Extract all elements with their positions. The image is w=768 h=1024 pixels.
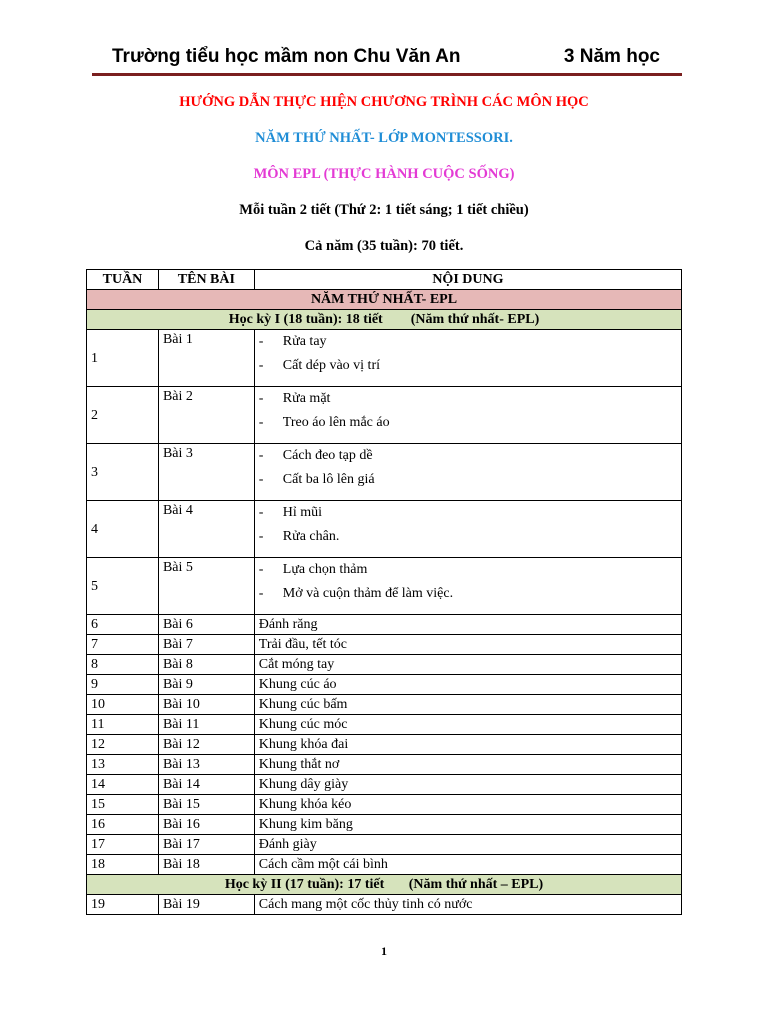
content-cell: Khung dây giày bbox=[254, 775, 681, 795]
content-bullet bbox=[259, 501, 677, 525]
semester1-row bbox=[87, 310, 682, 330]
lesson-cell: Bài 16 bbox=[158, 815, 254, 835]
week-cell: 19 bbox=[87, 895, 159, 915]
bullet-text: Hỉ mũi bbox=[282, 505, 323, 520]
bullet-dash: - bbox=[258, 415, 264, 430]
page-number: 1 bbox=[381, 944, 387, 958]
week-cell: 18 bbox=[87, 855, 159, 875]
lesson-cell: Bài 1 bbox=[158, 330, 254, 387]
table-row bbox=[87, 615, 682, 635]
semester1-label: Học kỳ I (18 tuần): 18 tiết (Năm thứ nhất- EPL) bbox=[87, 310, 682, 330]
table-row bbox=[87, 835, 682, 855]
curriculum-table bbox=[86, 269, 682, 915]
week-cell: 7 bbox=[87, 635, 159, 655]
lesson-cell: Bài 11 bbox=[158, 715, 254, 735]
lesson-cell: Bài 3 bbox=[158, 444, 254, 501]
lesson-cell: Bài 18 bbox=[158, 855, 254, 875]
table-row bbox=[87, 387, 682, 444]
lesson-cell: Bài 9 bbox=[158, 675, 254, 695]
content-bullet bbox=[259, 582, 677, 606]
semester2-row bbox=[87, 875, 682, 895]
content-cell: Khung khóa kéo bbox=[254, 795, 681, 815]
lesson-cell: Bài 17 bbox=[158, 835, 254, 855]
table-row bbox=[87, 695, 682, 715]
table-row bbox=[87, 655, 682, 675]
content-bullet bbox=[259, 387, 677, 411]
content-cell: Đánh răng bbox=[254, 615, 681, 635]
lesson-cell: Bài 13 bbox=[158, 755, 254, 775]
lesson-cell: Bài 14 bbox=[158, 775, 254, 795]
week-cell: 9 bbox=[87, 675, 159, 695]
week-cell: 6 bbox=[87, 615, 159, 635]
content-cell: Khung cúc móc bbox=[254, 715, 681, 735]
content-cell: Khung cúc áo bbox=[254, 675, 681, 695]
header-rule bbox=[92, 73, 682, 76]
lesson-cell: Bài 6 bbox=[158, 615, 254, 635]
bullet-text: Cất dép vào vị trí bbox=[282, 358, 380, 373]
bullet-dash: - bbox=[258, 472, 264, 487]
table-header-row bbox=[87, 270, 682, 290]
bullet-text: Treo áo lên mắc áo bbox=[282, 415, 390, 430]
semester2-label: Học kỳ II (17 tuần): 17 tiết (Năm thứ nhất – EPL) bbox=[87, 875, 682, 895]
page-header bbox=[112, 46, 660, 68]
content-cell: Khung khóa đai bbox=[254, 735, 681, 755]
content-cell bbox=[254, 387, 681, 444]
table-row bbox=[87, 330, 682, 387]
content-bullet bbox=[259, 411, 677, 435]
content-cell: Khung thắt nơ bbox=[254, 755, 681, 775]
week-cell: 13 bbox=[87, 755, 159, 775]
content-cell bbox=[254, 501, 681, 558]
table-row bbox=[87, 735, 682, 755]
lesson-cell: Bài 19 bbox=[158, 895, 254, 915]
lesson-cell: Bài 12 bbox=[158, 735, 254, 755]
content-bullet bbox=[259, 468, 677, 492]
lesson-cell: Bài 2 bbox=[158, 387, 254, 444]
table-row bbox=[87, 558, 682, 615]
lesson-cell: Bài 10 bbox=[158, 695, 254, 715]
header-week: TUẦN bbox=[87, 270, 159, 290]
bullet-text: Rửa mặt bbox=[282, 391, 331, 406]
content-cell: Khung kim băng bbox=[254, 815, 681, 835]
table-row bbox=[87, 855, 682, 875]
week-cell: 1 bbox=[87, 330, 159, 387]
school-year: 3 Năm học bbox=[563, 46, 660, 67]
week-cell: 8 bbox=[87, 655, 159, 675]
week-cell: 16 bbox=[87, 815, 159, 835]
bullet-text: Mở và cuộn thảm để làm việc. bbox=[282, 586, 454, 601]
document-subtitle-level: NĂM THỨ NHẤT- LỚP MONTESSORI. bbox=[255, 130, 513, 146]
content-cell bbox=[254, 558, 681, 615]
content-cell: Cách cầm một cái bình bbox=[254, 855, 681, 875]
week-cell: 14 bbox=[87, 775, 159, 795]
bullet-text: Rửa tay bbox=[282, 334, 327, 349]
week-cell: 5 bbox=[87, 558, 159, 615]
lesson-cell: Bài 4 bbox=[158, 501, 254, 558]
weekly-schedule: Mỗi tuần 2 tiết (Thứ 2: 1 tiết sáng; 1 tiết chiều) bbox=[239, 202, 529, 218]
yearly-total: Cả năm (35 tuần): 70 tiết. bbox=[304, 238, 464, 254]
bullet-dash: - bbox=[258, 448, 264, 463]
week-cell: 4 bbox=[87, 501, 159, 558]
document-title: HƯỚNG DẪN THỰC HIỆN CHƯƠNG TRÌNH CÁC MÔN HỌC bbox=[179, 94, 589, 110]
bullet-dash: - bbox=[258, 529, 264, 544]
week-cell: 2 bbox=[87, 387, 159, 444]
lesson-cell: Bài 8 bbox=[158, 655, 254, 675]
week-cell: 17 bbox=[87, 835, 159, 855]
content-cell: Cách mang một cốc thủy tinh có nước bbox=[254, 895, 681, 915]
table-row bbox=[87, 895, 682, 915]
content-cell: Trải đầu, tết tóc bbox=[254, 635, 681, 655]
bullet-dash: - bbox=[258, 334, 264, 349]
bullet-dash: - bbox=[258, 586, 264, 601]
lesson-cell: Bài 5 bbox=[158, 558, 254, 615]
table-row bbox=[87, 775, 682, 795]
table-row bbox=[87, 795, 682, 815]
bullet-dash: - bbox=[258, 562, 264, 577]
week-cell: 11 bbox=[87, 715, 159, 735]
content-bullet bbox=[259, 354, 677, 378]
header-lesson: TÊN BÀI bbox=[158, 270, 254, 290]
table-row bbox=[87, 715, 682, 735]
week-cell: 12 bbox=[87, 735, 159, 755]
week-cell: 3 bbox=[87, 444, 159, 501]
bullet-text: Rửa chân. bbox=[282, 529, 340, 544]
table-row bbox=[87, 501, 682, 558]
week-cell: 10 bbox=[87, 695, 159, 715]
table-row bbox=[87, 635, 682, 655]
table-row bbox=[87, 444, 682, 501]
lesson-cell: Bài 7 bbox=[158, 635, 254, 655]
week-cell: 15 bbox=[87, 795, 159, 815]
bullet-text: Lựa chọn thảm bbox=[282, 562, 368, 577]
lesson-cell: Bài 15 bbox=[158, 795, 254, 815]
content-cell: Cắt móng tay bbox=[254, 655, 681, 675]
school-name: Trường tiểu học mầm non Chu Văn An bbox=[112, 46, 461, 67]
content-cell: Khung cúc bấm bbox=[254, 695, 681, 715]
section-year-row bbox=[87, 290, 682, 310]
section-year-label: NĂM THỨ NHẤT- EPL bbox=[87, 290, 682, 310]
table-row bbox=[87, 815, 682, 835]
table-row bbox=[87, 755, 682, 775]
content-bullet bbox=[259, 330, 677, 354]
bullet-dash: - bbox=[258, 505, 264, 520]
content-bullet bbox=[259, 525, 677, 549]
header-content: NỘI DUNG bbox=[254, 270, 681, 290]
bullet-text: Cách đeo tạp dề bbox=[282, 448, 373, 463]
content-cell bbox=[254, 444, 681, 501]
content-bullet bbox=[259, 558, 677, 582]
bullet-dash: - bbox=[258, 358, 264, 373]
content-bullet bbox=[259, 444, 677, 468]
content-cell bbox=[254, 330, 681, 387]
bullet-dash: - bbox=[258, 391, 264, 406]
table-row bbox=[87, 675, 682, 695]
content-cell: Đánh giày bbox=[254, 835, 681, 855]
bullet-text: Cất ba lô lên giá bbox=[282, 472, 375, 487]
document-subject: MÔN EPL (THỰC HÀNH CUỘC SỐNG) bbox=[253, 166, 515, 182]
